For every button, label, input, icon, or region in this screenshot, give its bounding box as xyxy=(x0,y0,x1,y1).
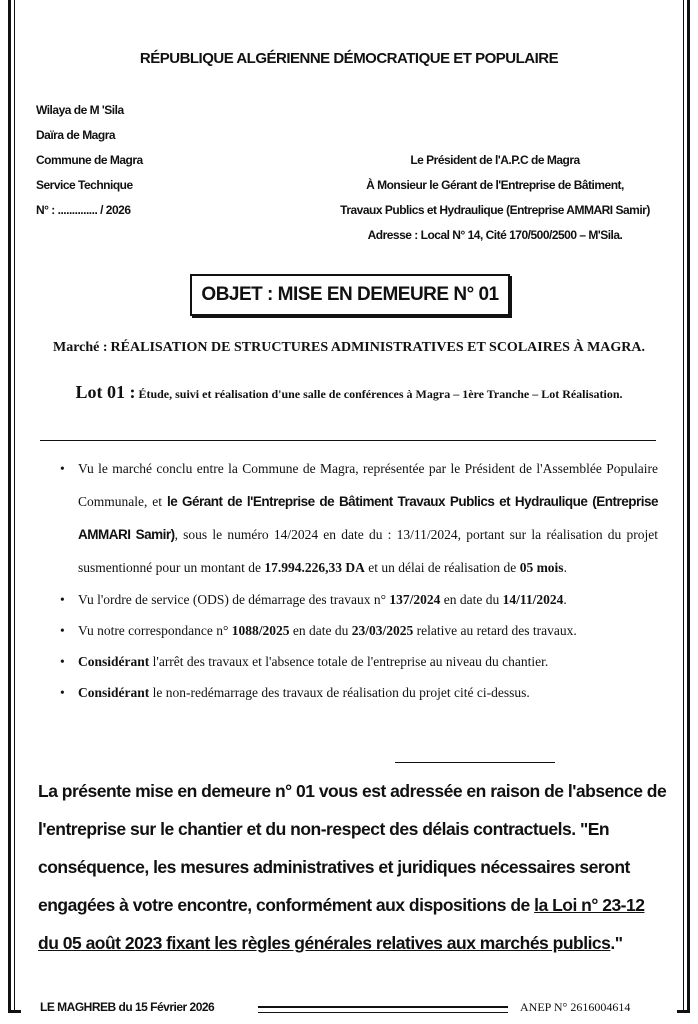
separator-short xyxy=(395,762,555,763)
considerations-list xyxy=(58,452,658,708)
corner-left xyxy=(8,995,21,1013)
marche-label: Marché : xyxy=(52,340,108,355)
recipient-from: Le Président de l'A.P.C de Magra xyxy=(410,153,580,167)
text: Vu l'ordre de service (ODS) de démarrage des travaux n° xyxy=(78,592,390,607)
correspondance-date: 23/03/2025 xyxy=(351,623,414,638)
border-left xyxy=(8,0,11,1012)
marche-value: RÉALISATION DE STRUCTURES ADMINISTRATIVES ET SCOLAIRES À MAGRA. xyxy=(110,340,646,355)
bullet-ods xyxy=(58,584,658,615)
text: et un délai de réalisation de xyxy=(364,560,520,575)
bullet-non-redemarrage xyxy=(58,677,658,708)
sender-block xyxy=(36,98,143,223)
separator-top xyxy=(40,440,656,441)
amount: 17.994.226,33 DA xyxy=(264,560,365,575)
corner-right xyxy=(677,995,690,1013)
contract-date: 13/11/2024 xyxy=(396,527,458,542)
considerant: Considérant xyxy=(78,654,150,669)
text: . xyxy=(563,560,567,575)
border-left-inner xyxy=(14,0,15,1012)
conclusion-end: ." xyxy=(610,933,623,953)
text: le non-redémarrage des travaux de réalisation du projet cité ci-dessus. xyxy=(149,685,530,700)
lot-label: Lot 01 : xyxy=(75,382,136,402)
recipient-company: Travaux Publics et Hydraulique (Entreprise AMMARI Samir) xyxy=(340,203,650,217)
ods-date: 14/11/2024 xyxy=(502,592,564,607)
correspondance-number: 1088/2025 xyxy=(231,623,290,638)
text: relative au retard des travaux. xyxy=(413,623,577,638)
text: l'arrêt des travaux et l'absence totale de l'entreprise au niveau du chantier. xyxy=(149,654,549,669)
sender-daira: Daïra de Magra xyxy=(36,128,116,142)
sender-wilaya: Wilaya de M 'Sila xyxy=(36,103,124,117)
text: , portant sur la réalisation du projet susmentionné pour un montant de xyxy=(78,527,658,575)
footer-anep: ANEP N° 2616004614 xyxy=(520,1000,631,1014)
recipient-to: À Monsieur le Gérant de l'Entreprise de Bâtiment, xyxy=(366,178,624,192)
text: en date du xyxy=(289,623,352,638)
law-reference: la Loi n° 23-12 du 05 août 2023 fixant les règles générales relatives aux marchés publics xyxy=(38,895,645,953)
recipient-address: Adresse : Local N° 14, Cité 170/500/2500 – M'Sila. xyxy=(367,228,623,242)
text: Vu le marché conclu entre la Commune de Magra, représentée par le Président de l'Assemblée Populaire Communale, et xyxy=(78,461,658,509)
lot-value: Étude, suivi et réalisation d'une salle de conférences à Magra – 1ère Tranche – Lot Réalisation. xyxy=(138,387,623,401)
lot-line xyxy=(0,382,698,403)
bullet-arret xyxy=(58,646,658,677)
bullet-correspondance xyxy=(58,615,658,646)
conclusion-paragraph xyxy=(38,772,668,962)
header-title: RÉPUBLIQUE ALGÉRIENNE DÉMOCRATIQUE ET POPULAIRE xyxy=(139,50,559,67)
ods-number: 137/2024 xyxy=(389,592,441,607)
duration: 05 mois xyxy=(519,560,564,575)
considerant: Considérant xyxy=(78,685,150,700)
text: . xyxy=(563,592,567,607)
contract-number: 14/2024 xyxy=(273,527,319,542)
text: , sous le numéro xyxy=(174,527,274,542)
sender-service: Service Technique xyxy=(36,178,133,192)
conclusion-text: La présente mise en demeure n° 01 vous est adressée en raison de l'absence de l'entreprise sur le chantier et du non-respect des délais contractuels. "En conséquence, les mesures administratives et juridiques nécessaires seront engagées à votre encontre, conformément aux dispositions de xyxy=(38,781,667,915)
text: Vu notre correspondance n° xyxy=(78,623,232,638)
sender-number: N° : .............. / 2026 xyxy=(36,203,131,217)
company-name: le Gérant de l'Entreprise de Bâtiment Travaux Publics et Hydraulique (Entreprise AMMARI Samir) xyxy=(78,494,658,542)
recipient-block xyxy=(300,148,690,248)
bullet-marche xyxy=(58,452,658,584)
marche-line xyxy=(0,340,698,356)
footer-publication: LE MAGHREB du 15 Février 2026 xyxy=(40,1000,215,1014)
objet-title: OBJET : MISE EN DEMEURE N° 01 xyxy=(190,274,510,316)
text: en date du xyxy=(440,592,503,607)
footer-rule xyxy=(258,1006,508,1013)
sender-commune: Commune de Magra xyxy=(36,153,143,167)
text: en date du : xyxy=(318,527,397,542)
